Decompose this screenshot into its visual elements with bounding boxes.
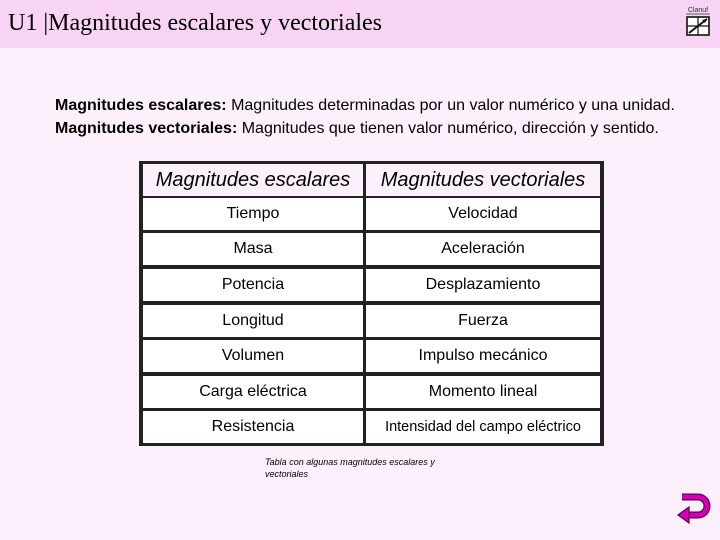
table-cell: Fuerza xyxy=(366,305,600,337)
table-header-vector: Magnitudes vectoriales xyxy=(366,164,600,196)
table-cell: Carga eléctrica xyxy=(143,376,363,408)
table-cell: Longitud xyxy=(143,305,363,337)
vector-definition: Magnitudes que tienen valor numérico, dirección y sentido. xyxy=(237,120,659,137)
table-cell: Desplazamiento xyxy=(366,269,600,301)
page-title xyxy=(8,10,382,37)
table-cell: Potencia xyxy=(143,269,363,301)
table-header-scalar: Magnitudes escalares xyxy=(143,164,363,196)
table-cell: Aceleración xyxy=(366,233,600,265)
table-cell: Momento lineal xyxy=(366,376,600,408)
table-cell: Intensidad del campo eléctrico xyxy=(366,411,600,443)
unit-label: U1 xyxy=(8,10,38,36)
clanuf-logo-icon xyxy=(683,4,713,38)
table-cell: Masa xyxy=(143,233,363,265)
vector-term: Magnitudes vectoriales: xyxy=(55,120,238,137)
table-cell: Tiempo xyxy=(143,198,363,230)
title-text: |Magnitudes escalares y vectoriales xyxy=(43,10,383,36)
table-cell: Impulso mecánico xyxy=(366,340,600,372)
definitions xyxy=(55,94,705,140)
table-cell: Volumen xyxy=(143,340,363,372)
table-caption: Tabla con algunas magnitudes escalares y vectoriales xyxy=(265,457,435,479)
scalar-definition: Magnitudes determinadas por un valor numérico y una unidad. xyxy=(226,97,675,114)
logo-text: Clanuf xyxy=(687,7,709,14)
return-arrow-icon[interactable] xyxy=(676,492,712,526)
title-bar xyxy=(0,0,720,48)
scalar-term: Magnitudes escalares: xyxy=(55,97,227,114)
table-cell: Resistencia xyxy=(143,411,363,443)
table-cell: Velocidad xyxy=(366,198,600,230)
